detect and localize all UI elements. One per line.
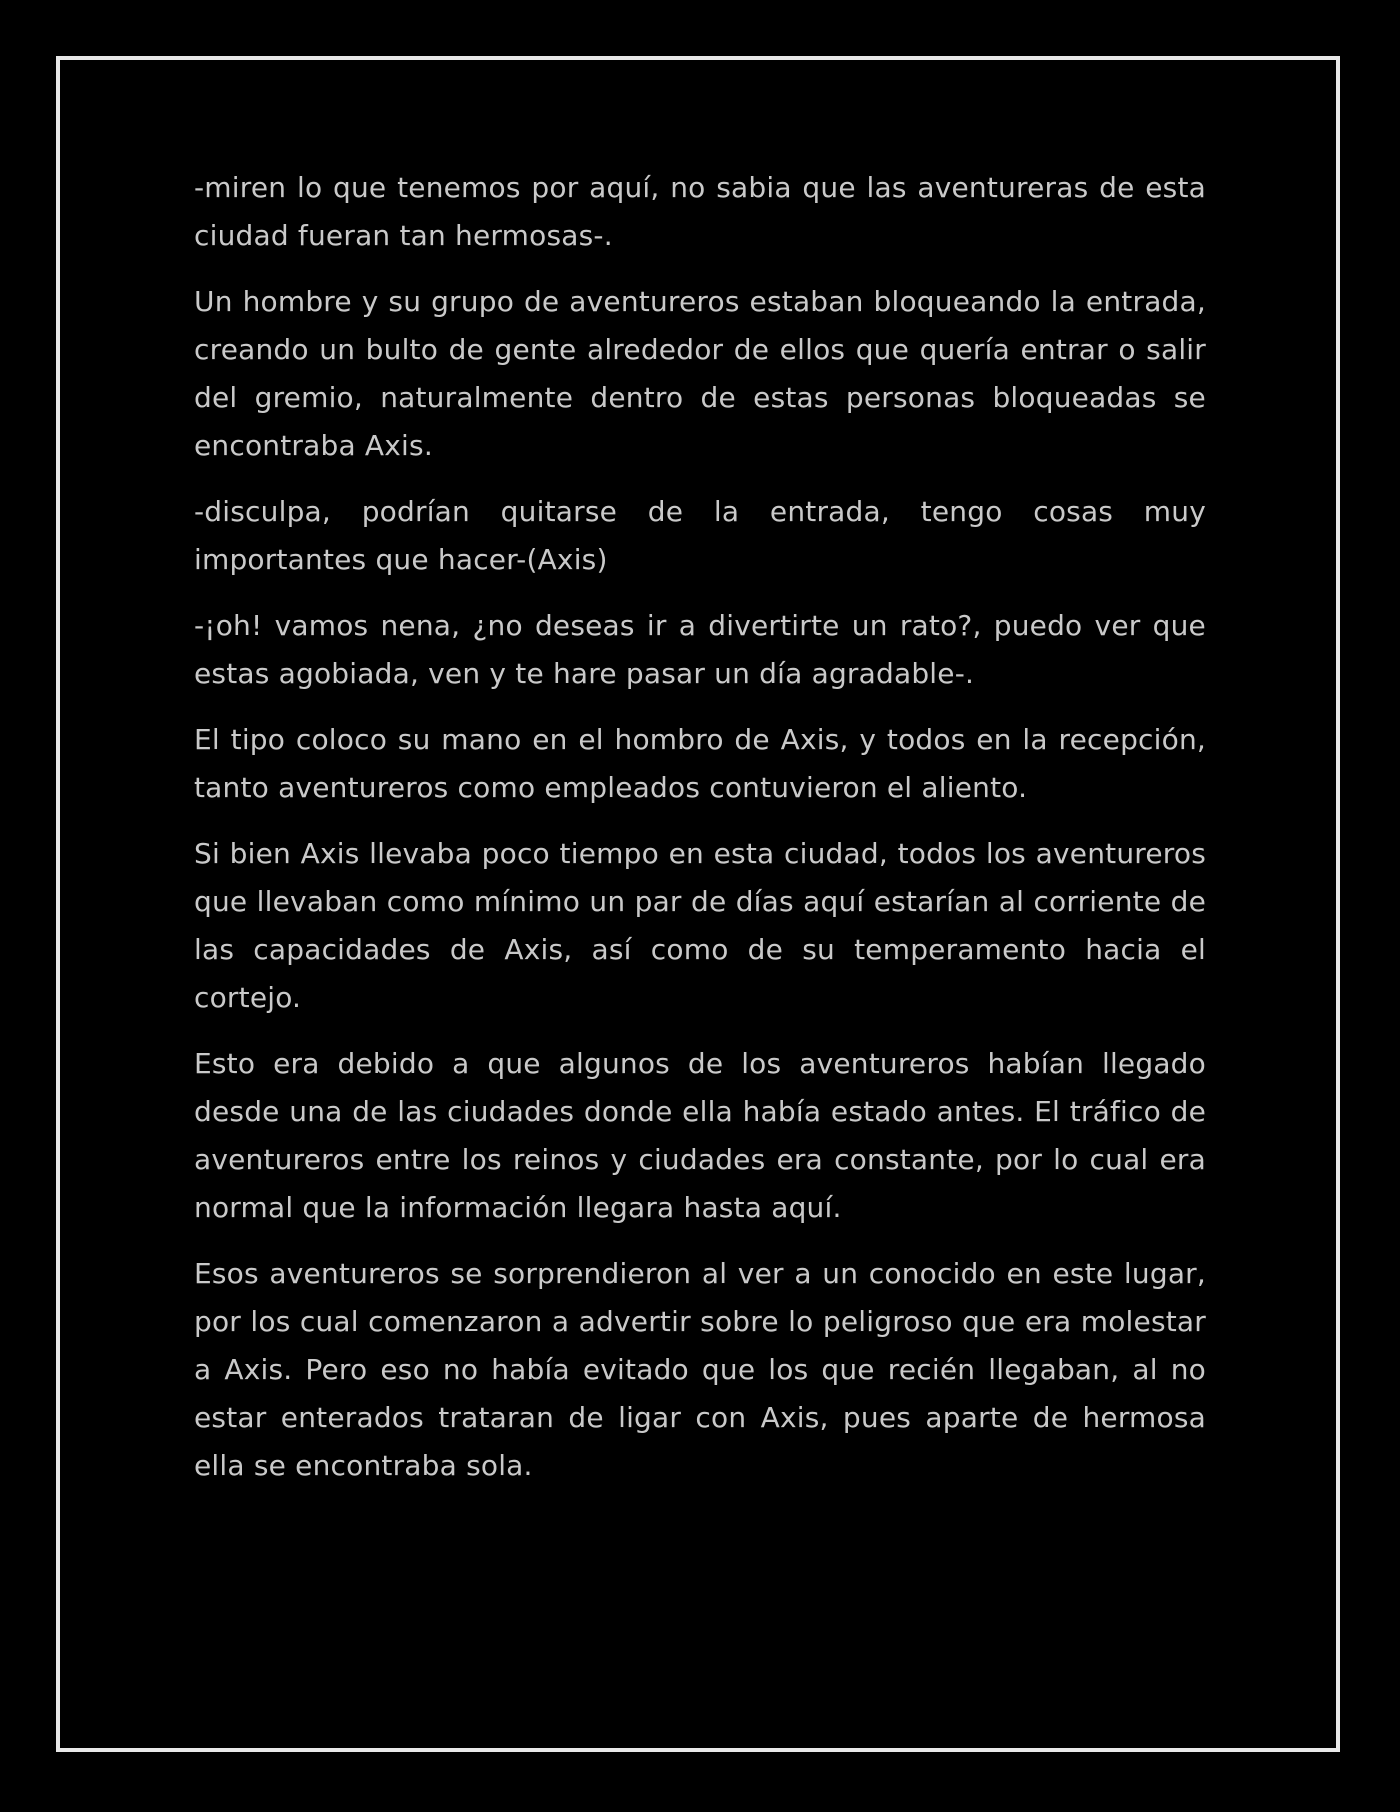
paragraph-2: Un hombre y su grupo de aventureros estaban bloqueando la entrada, creando un bulto de gente alrededor de ellos que quería entrar o salir del gremio, naturalmente dentro de estas personas bloqueadas se encontraba Axis. <box>194 285 1206 462</box>
paragraph-1: -miren lo que tenemos por aquí, no sabia que las aventureras de esta ciudad fueran tan hermosas-. <box>194 171 1206 252</box>
story-text <box>194 164 1206 1508</box>
paragraph-4: -¡oh! vamos nena, ¿no deseas ir a divertirte un rato?, puedo ver que estas agobiada, ven y te hare pasar un día agradable-. <box>194 609 1206 690</box>
paragraph-5: El tipo coloco su mano en el hombro de Axis, y todos en la recepción, tanto aventureros como empleados contuvieron el aliento. <box>194 723 1206 804</box>
paragraph-8: Esos aventureros se sorprendieron al ver a un conocido en este lugar, por los cual comenzaron a advertir sobre lo peligroso que era molestar a Axis. Pero eso no había evitado que los que recién llegaban, al no estar enterados trataran de ligar con Axis, pues aparte de hermosa ella se encontraba sola. <box>194 1257 1206 1482</box>
paragraph-7: Esto era debido a que algunos de los aventureros habían llegado desde una de las ciudades donde ella había estado antes. El tráfico de aventureros entre los reinos y ciudades era constante, por lo cual era normal que la información llegara hasta aquí. <box>194 1047 1206 1224</box>
paragraph-6: Si bien Axis llevaba poco tiempo en esta ciudad, todos los aventureros que llevaban como mínimo un par de días aquí estarían al corriente de las capacidades de Axis, así como de su temperamento hacia el cortejo. <box>194 837 1206 1014</box>
paragraph-3: -disculpa, podrían quitarse de la entrada, tengo cosas muy importantes que hacer-(Axis) <box>194 495 1206 576</box>
